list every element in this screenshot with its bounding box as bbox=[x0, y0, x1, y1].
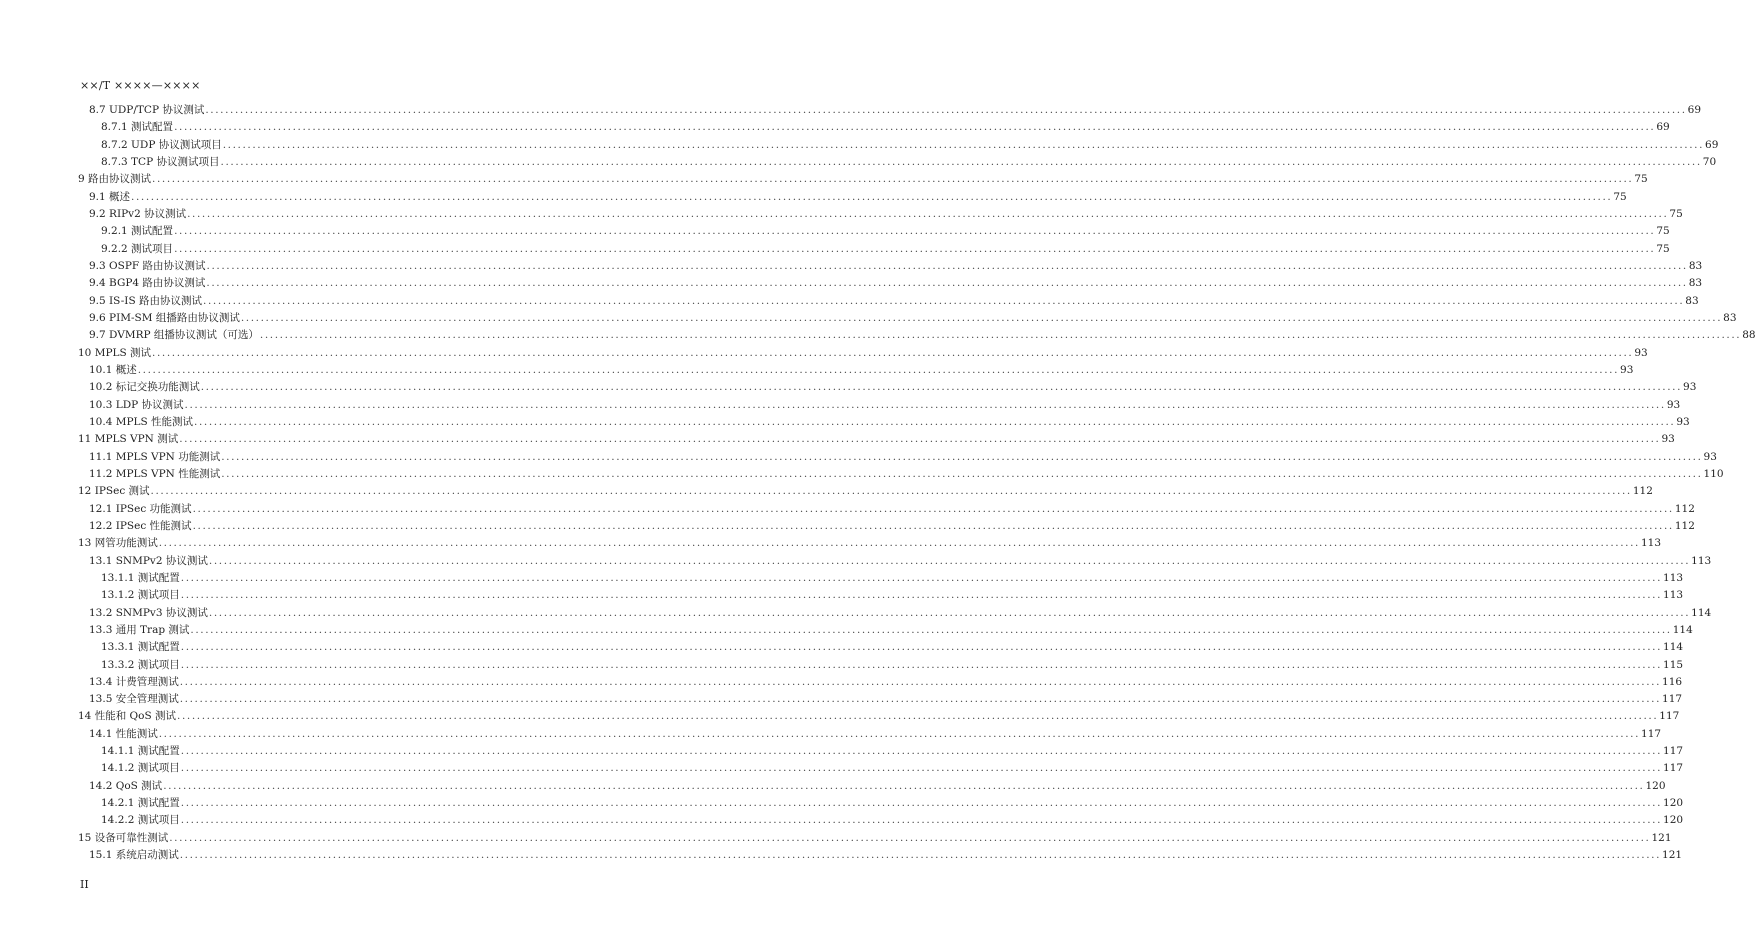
toc-entry[interactable] bbox=[78, 553, 1712, 570]
toc-dot-leader: ............................................................................................................................................................................................................................................................................................................ bbox=[177, 710, 1659, 723]
toc-entry-title: 15 设备可靠性测试 bbox=[78, 831, 169, 844]
toc-entry[interactable] bbox=[78, 605, 1712, 622]
toc-entry[interactable] bbox=[78, 535, 1662, 552]
toc-entry-title: 9.2.2 测试项目 bbox=[101, 242, 174, 255]
toc-entry[interactable] bbox=[78, 847, 1683, 864]
toc-entry[interactable] bbox=[78, 310, 1737, 327]
toc-entry-page: 88 bbox=[1742, 329, 1756, 342]
toc-dot-leader: ............................................................................................................................................................................................................................................................................................................ bbox=[180, 589, 1663, 602]
toc-entry[interactable] bbox=[78, 708, 1680, 725]
toc-entry-page: 93 bbox=[1683, 381, 1697, 394]
toc-entry-page: 93 bbox=[1661, 433, 1675, 446]
toc-entry-title: 9.7 DVMRP 组播协议测试（可选） bbox=[89, 329, 259, 342]
toc-entry-page: 93 bbox=[1703, 450, 1717, 463]
toc-entry-title: 8.7 UDP/TCP 协议测试 bbox=[89, 104, 205, 116]
toc-dot-leader: ............................................................................................................................................................................................................................................................................................................ bbox=[190, 623, 1672, 636]
toc-entry-page: 113 bbox=[1641, 537, 1662, 550]
toc-entry[interactable] bbox=[78, 743, 1684, 760]
toc-entry[interactable] bbox=[78, 726, 1662, 743]
toc-entry[interactable] bbox=[78, 449, 1717, 466]
toc-entry[interactable] bbox=[78, 501, 1695, 518]
toc-entry[interactable] bbox=[78, 778, 1666, 795]
toc-entry-title: 13.3 通用 Trap 测试 bbox=[89, 623, 190, 636]
toc-entry[interactable] bbox=[78, 812, 1684, 829]
toc-entry-page: 112 bbox=[1674, 502, 1695, 515]
toc-entry-title: 9.3 OSPF 路由协议测试 bbox=[89, 259, 206, 272]
toc-entry-page: 75 bbox=[1656, 225, 1670, 238]
toc-entry-title: 13.1 SNMPv2 协议测试 bbox=[89, 554, 208, 567]
toc-entry-page: 113 bbox=[1691, 554, 1712, 567]
toc-entry[interactable] bbox=[78, 154, 1717, 171]
toc-entry[interactable] bbox=[78, 518, 1695, 535]
toc-entry-title: 15.1 系统启动测试 bbox=[89, 849, 179, 862]
toc-entry-page: 69 bbox=[1687, 104, 1702, 116]
toc-entry-page: 93 bbox=[1666, 398, 1681, 411]
toc-entry[interactable] bbox=[78, 587, 1684, 604]
toc-dot-leader: ............................................................................................................................................................................................................................................................................................................ bbox=[158, 537, 1640, 550]
toc-entry-page: 83 bbox=[1688, 277, 1703, 290]
toc-dot-leader: ............................................................................................................................................................................................................................................................................................................ bbox=[180, 797, 1663, 810]
toc-entry-title: 10.2 标记交换功能测试 bbox=[89, 381, 200, 394]
toc-entry-title: 10.1 概述 bbox=[89, 363, 137, 376]
toc-entry-title: 9.1 概述 bbox=[89, 190, 131, 203]
toc-entry[interactable] bbox=[78, 223, 1670, 240]
toc-dot-leader: ............................................................................................................................................................................................................................................................................................................ bbox=[169, 831, 1651, 844]
toc-entry-title: 9.2.1 测试配置 bbox=[101, 225, 174, 238]
toc-entry-title: 9.5 IS-IS 路由协议测试 bbox=[89, 294, 202, 307]
toc-dot-leader: ............................................................................................................................................................................................................................................................................................................ bbox=[184, 398, 1666, 411]
toc-entry[interactable] bbox=[78, 241, 1670, 258]
toc-entry[interactable] bbox=[78, 431, 1675, 448]
toc-entry-page: 75 bbox=[1613, 190, 1627, 203]
toc-entry-title: 13.4 计费管理测试 bbox=[89, 675, 179, 688]
toc-entry-page: 117 bbox=[1663, 745, 1684, 758]
toc-dot-leader: ............................................................................................................................................................................................................................................................................................................ bbox=[206, 277, 1688, 290]
toc-entry-title: 14.1 性能测试 bbox=[89, 727, 158, 740]
toc-entry-title: 11 MPLS VPN 测试 bbox=[78, 433, 179, 446]
toc-entry-page: 83 bbox=[1723, 311, 1737, 324]
toc-dot-leader: ............................................................................................................................................................................................................................................................................................................ bbox=[163, 779, 1645, 792]
toc-entry[interactable] bbox=[78, 206, 1683, 223]
toc-entry-page: 117 bbox=[1663, 762, 1684, 775]
toc-entry-title: 13.2 SNMPv3 协议测试 bbox=[89, 606, 208, 619]
toc-entry-page: 117 bbox=[1662, 693, 1683, 706]
toc-entry-title: 13.1.1 测试配置 bbox=[101, 571, 180, 584]
toc-entry[interactable] bbox=[78, 639, 1684, 656]
toc-entry-title: 12.2 IPSec 性能测试 bbox=[89, 519, 192, 532]
toc-dot-leader: ............................................................................................................................................................................................................................................................................................................ bbox=[180, 745, 1663, 758]
toc-entry-page: 114 bbox=[1663, 641, 1684, 654]
toc-entry[interactable] bbox=[78, 657, 1684, 674]
toc-entry[interactable] bbox=[78, 795, 1684, 812]
toc-dot-leader: ............................................................................................................................................................................................................................................................................................................ bbox=[137, 363, 1620, 376]
toc-dot-leader: ............................................................................................................................................................................................................................................................................................................ bbox=[194, 415, 1676, 428]
toc-entry-title: 10 MPLS 测试 bbox=[78, 346, 152, 359]
toc-entry-title: 14 性能和 QoS 测试 bbox=[78, 710, 176, 723]
toc-entry-title: 13.3.1 测试配置 bbox=[101, 641, 180, 654]
toc-entry[interactable] bbox=[78, 293, 1699, 310]
toc-entry-title: 14.2.1 测试配置 bbox=[101, 797, 180, 810]
toc-entry-title: 12 IPSec 测试 bbox=[78, 485, 150, 498]
toc-entry-title: 12.1 IPSec 功能测试 bbox=[89, 502, 192, 515]
toc-entry-page: 114 bbox=[1691, 606, 1712, 619]
toc-entry-page: 75 bbox=[1656, 242, 1670, 255]
toc-entry-page: 114 bbox=[1672, 623, 1693, 636]
toc-entry-title: 9.4 BGP4 路由协议测试 bbox=[89, 277, 206, 290]
toc-dot-leader: ............................................................................................................................................................................................................................................................................................................ bbox=[208, 606, 1691, 619]
toc-entry-title: 14.1.1 测试配置 bbox=[101, 745, 180, 758]
toc-entry[interactable] bbox=[78, 327, 1756, 344]
toc-entry[interactable] bbox=[78, 760, 1684, 777]
toc-dot-leader: ............................................................................................................................................................................................................................................................................................................ bbox=[221, 467, 1703, 480]
toc-dot-leader: ............................................................................................................................................................................................................................................................................................................ bbox=[180, 814, 1663, 827]
toc-entry-title: 9.2 RIPv2 协议测试 bbox=[89, 207, 187, 220]
toc-dot-leader: ............................................................................................................................................................................................................................................................................................................ bbox=[179, 849, 1662, 862]
toc-dot-leader: ............................................................................................................................................................................................................................................................................................................ bbox=[152, 173, 1634, 186]
toc-dot-leader: ............................................................................................................................................................................................................................................................................................................ bbox=[221, 450, 1703, 463]
toc-entry-title: 13 网管功能测试 bbox=[78, 537, 158, 550]
toc-dot-leader: ............................................................................................................................................................................................................................................................................................................ bbox=[180, 658, 1663, 671]
toc-dot-leader: ............................................................................................................................................................................................................................................................................................................ bbox=[180, 571, 1663, 584]
toc-entry-page: 110 bbox=[1703, 467, 1724, 480]
toc-entry[interactable] bbox=[78, 466, 1724, 483]
toc-entry-page: 116 bbox=[1662, 675, 1683, 688]
toc-entry-page: 70 bbox=[1702, 155, 1717, 168]
toc-dot-leader: ............................................................................................................................................................................................................................................................................................................ bbox=[192, 519, 1674, 532]
toc-dot-leader: ............................................................................................................................................................................................................................................................................................................ bbox=[187, 207, 1669, 220]
toc-entry-page: 113 bbox=[1663, 589, 1684, 602]
toc-dot-leader: ............................................................................................................................................................................................................................................................................................................ bbox=[180, 641, 1663, 654]
toc-entry-page: 93 bbox=[1676, 415, 1690, 428]
toc-entry[interactable] bbox=[78, 258, 1703, 275]
toc-dot-leader: ............................................................................................................................................................................................................................................................................................................ bbox=[192, 502, 1674, 515]
toc-entry-title: 13.3.2 测试项目 bbox=[101, 658, 180, 671]
toc-entry-title: 8.7.1 测试配置 bbox=[101, 121, 174, 134]
toc-entry[interactable] bbox=[78, 830, 1672, 847]
toc-dot-leader: ............................................................................................................................................................................................................................................................................................................ bbox=[222, 138, 1705, 151]
toc-entry-page: 75 bbox=[1634, 173, 1648, 186]
toc-dot-leader: ............................................................................................................................................................................................................................................................................................................ bbox=[205, 104, 1687, 116]
toc-entry-title: 14.2.2 测试项目 bbox=[101, 814, 180, 827]
toc-entry[interactable] bbox=[78, 137, 1719, 154]
toc-dot-leader: ............................................................................................................................................................................................................................................................................................................ bbox=[150, 485, 1632, 498]
toc-entry-page: 93 bbox=[1620, 363, 1634, 376]
toc-entry-title: 8.7.2 UDP 协议测试项目 bbox=[101, 138, 222, 151]
toc-entry[interactable] bbox=[78, 362, 1634, 379]
toc-entry-title: 9 路由协议测试 bbox=[78, 173, 152, 186]
table-of-contents bbox=[78, 102, 1756, 864]
toc-entry[interactable] bbox=[78, 189, 1627, 206]
toc-entry[interactable] bbox=[78, 275, 1703, 292]
toc-entry[interactable] bbox=[78, 691, 1683, 708]
toc-dot-leader: ............................................................................................................................................................................................................................................................................................................ bbox=[180, 762, 1663, 775]
toc-dot-leader: ............................................................................................................................................................................................................................................................................................................ bbox=[206, 259, 1688, 272]
toc-entry[interactable] bbox=[78, 171, 1648, 188]
toc-entry-page: 93 bbox=[1634, 346, 1648, 359]
toc-dot-leader: ............................................................................................................................................................................................................................................................................................................ bbox=[240, 311, 1723, 324]
toc-dot-leader: ............................................................................................................................................................................................................................................................................................................ bbox=[174, 225, 1656, 238]
page-number: II bbox=[80, 878, 89, 891]
toc-dot-leader: ............................................................................................................................................................................................................................................................................................................ bbox=[259, 329, 1742, 342]
toc-dot-leader: ............................................................................................................................................................................................................................................................................................................ bbox=[220, 155, 1702, 168]
toc-entry-title: 11.2 MPLS VPN 性能测试 bbox=[89, 467, 221, 480]
toc-entry-page: 83 bbox=[1685, 294, 1699, 307]
toc-entry[interactable] bbox=[78, 397, 1681, 414]
toc-dot-leader: ............................................................................................................................................................................................................................................................................................................ bbox=[203, 294, 1685, 307]
toc-entry-title: 14.1.2 测试项目 bbox=[101, 762, 180, 775]
toc-entry-title: 10.4 MPLS 性能测试 bbox=[89, 415, 194, 428]
toc-entry[interactable] bbox=[78, 345, 1648, 362]
toc-entry[interactable] bbox=[78, 379, 1697, 396]
toc-entry-page: 115 bbox=[1663, 658, 1684, 671]
toc-dot-leader: ............................................................................................................................................................................................................................................................................................................ bbox=[174, 242, 1656, 255]
toc-entry-page: 113 bbox=[1663, 571, 1684, 584]
toc-entry-page: 117 bbox=[1641, 727, 1662, 740]
toc-dot-leader: ............................................................................................................................................................................................................................................................................................................ bbox=[208, 554, 1691, 567]
toc-entry-page: 69 bbox=[1705, 138, 1719, 151]
toc-dot-leader: ............................................................................................................................................................................................................................................................................................................ bbox=[179, 433, 1661, 446]
toc-entry-page: 121 bbox=[1651, 831, 1672, 844]
toc-entry-page: 83 bbox=[1688, 259, 1703, 272]
toc-dot-leader: ............................................................................................................................................................................................................................................................................................................ bbox=[179, 675, 1662, 688]
toc-entry[interactable] bbox=[78, 102, 1702, 119]
toc-dot-leader: ............................................................................................................................................................................................................................................................................................................ bbox=[179, 693, 1662, 706]
toc-dot-leader: ............................................................................................................................................................................................................................................................................................................ bbox=[131, 190, 1613, 203]
toc-dot-leader: ............................................................................................................................................................................................................................................................................................................ bbox=[158, 727, 1641, 740]
toc-entry-title: 11.1 MPLS VPN 功能测试 bbox=[89, 450, 221, 463]
toc-entry-title: 8.7.3 TCP 协议测试项目 bbox=[101, 155, 220, 168]
toc-entry-title: 14.2 QoS 测试 bbox=[89, 779, 163, 792]
toc-dot-leader: ............................................................................................................................................................................................................................................................................................................ bbox=[174, 121, 1656, 134]
toc-entry-page: 121 bbox=[1662, 849, 1683, 862]
toc-entry-page: 69 bbox=[1656, 121, 1670, 134]
toc-entry[interactable] bbox=[78, 570, 1684, 587]
toc-dot-leader: ............................................................................................................................................................................................................................................................................................................ bbox=[200, 381, 1683, 394]
document-code-header: ××/T ××××—×××× bbox=[80, 79, 201, 92]
toc-entry-title: 13.5 安全管理测试 bbox=[89, 693, 179, 706]
toc-entry-page: 112 bbox=[1632, 485, 1653, 498]
toc-entry-page: 117 bbox=[1659, 710, 1680, 723]
toc-entry-page: 120 bbox=[1663, 814, 1684, 827]
toc-entry-page: 112 bbox=[1674, 519, 1695, 532]
toc-entry-page: 75 bbox=[1669, 207, 1683, 220]
toc-dot-leader: ............................................................................................................................................................................................................................................................................................................ bbox=[152, 346, 1634, 359]
toc-entry[interactable] bbox=[78, 622, 1693, 639]
toc-entry-title: 10.3 LDP 协议测试 bbox=[89, 398, 184, 411]
toc-entry[interactable] bbox=[78, 483, 1653, 500]
toc-entry-page: 120 bbox=[1663, 797, 1684, 810]
toc-entry[interactable] bbox=[78, 119, 1670, 136]
toc-entry-title: 9.6 PIM-SM 组播路由协议测试 bbox=[89, 311, 240, 324]
toc-entry[interactable] bbox=[78, 414, 1690, 431]
toc-entry-page: 120 bbox=[1645, 779, 1666, 792]
toc-entry-title: 13.1.2 测试项目 bbox=[101, 589, 180, 602]
toc-entry[interactable] bbox=[78, 674, 1683, 691]
